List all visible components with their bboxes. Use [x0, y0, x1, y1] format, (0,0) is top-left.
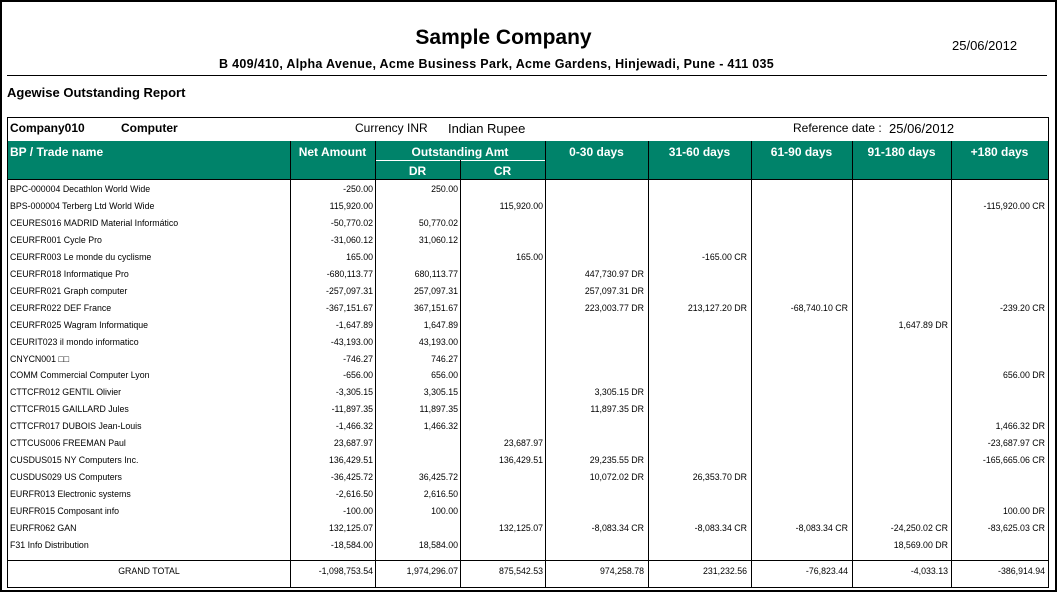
grand-total-label: GRAND TOTAL: [118, 566, 180, 576]
total-61-90: -76,823.44: [805, 566, 848, 576]
report-title: Agewise Outstanding Report: [7, 85, 186, 100]
bp-name-cell: CEURFR003 Le monde du cyclisme: [10, 251, 152, 262]
dr-cell: 257,097.31: [413, 285, 458, 296]
age-180-cell: 656.00 DR: [1002, 370, 1045, 381]
total-91-180: -4,033.13: [910, 566, 948, 576]
total-31-60: 231,232.56: [702, 566, 747, 576]
table-row: [8, 367, 1048, 384]
age-0-30-cell: 3,305.15 DR: [594, 387, 644, 398]
net-amount-cell: 115,920.00: [329, 200, 373, 211]
table-header: [8, 141, 1048, 179]
table-row: [8, 435, 1048, 452]
net-amount-cell: -746.27: [343, 353, 373, 364]
age-31-60-cell: 213,127.20 DR: [687, 302, 747, 313]
col-bp-header: BP / Trade name: [10, 145, 104, 159]
col-outstanding-header: Outstanding Amt: [411, 145, 509, 159]
dr-cell: 50,770.02: [418, 217, 458, 228]
table-row: [8, 266, 1048, 283]
bp-name-cell: EURFR015 Composant info: [10, 506, 120, 517]
bp-name-cell: BPC-000004 Decathlon World Wide: [10, 184, 151, 194]
net-amount-cell: -2,616.50: [335, 489, 373, 500]
net-amount-cell: -656.00: [343, 370, 373, 381]
net-amount-cell: 132,125.07: [328, 523, 373, 533]
dr-cell: 746.27: [431, 353, 458, 364]
col-91-180-header: 91-180 days: [867, 145, 936, 159]
table-row: [8, 215, 1048, 232]
bp-name-cell: CUSDUS029 US Computers: [10, 472, 122, 483]
age-180-cell: -165,665.06 CR: [982, 455, 1045, 466]
net-amount-cell: -1,466.32: [335, 421, 373, 432]
col-dr-header: DR: [408, 164, 427, 178]
bp-name-cell: BPS-000004 Terberg Ltd World Wide: [10, 200, 155, 211]
dr-cell: 680,113.77: [414, 268, 458, 279]
total-dr: 1,974,296.07: [406, 566, 458, 576]
table-row: [8, 469, 1048, 486]
bp-name-cell: CNYCN001 □□: [10, 353, 70, 364]
col-31-60-header: 31-60 days: [668, 145, 731, 159]
bp-name-cell: CEURES016 MADRID Material Informático: [10, 217, 179, 228]
cr-cell: 165.00: [516, 251, 543, 262]
age-0-30-cell: 447,730.97 DR: [584, 268, 644, 279]
bp-name-cell: EURFR013 Electronic systems: [10, 489, 131, 500]
net-amount-cell: 23,687.97: [333, 438, 373, 449]
table-row: [8, 520, 1048, 537]
age-180-cell: -239.20 CR: [1000, 302, 1045, 313]
table-row: [8, 351, 1048, 368]
bp-name-cell: CTTCFR015 GAILLARD Jules: [10, 404, 129, 415]
net-amount-cell: -680,113.77: [326, 268, 373, 279]
cr-cell: 115,920.00: [499, 200, 543, 211]
table-row: [8, 232, 1048, 249]
net-amount-cell: -43,193.00: [330, 336, 373, 347]
total-180: -386,914.94: [998, 566, 1045, 576]
age-0-30-cell: 10,072.02 DR: [589, 472, 644, 483]
cr-cell: 136,429.51: [498, 455, 543, 466]
net-amount-cell: -3,305.15: [335, 387, 373, 398]
table-row: [8, 401, 1048, 418]
total-net: -1,098,753.54: [318, 566, 373, 576]
dr-cell: 1,466.32: [423, 421, 458, 432]
table-row: [8, 334, 1048, 351]
age-0-30-cell: 29,235.55 DR: [589, 455, 644, 466]
age-180-cell: 100.00 DR: [1002, 506, 1045, 517]
net-amount-cell: -36,425.72: [330, 472, 373, 483]
net-amount-cell: -11,897.35: [331, 404, 373, 415]
age-0-30-cell: 257,097.31 DR: [584, 285, 644, 296]
total-0-30: 974,258.78: [599, 566, 644, 576]
currency-name: Indian Rupee: [448, 121, 526, 136]
company-name: Sample Company: [415, 26, 592, 49]
age-91-180-cell: -24,250.02 CR: [890, 523, 948, 533]
age-0-30-cell: 11,897.35 DR: [590, 404, 644, 415]
bp-name-cell: CEURIT023 il mondo informatico: [10, 336, 139, 347]
bp-name-cell: CEURFR021 Graph computer: [10, 285, 128, 296]
col-61-90-header: 61-90 days: [770, 145, 833, 159]
dr-cell: 2,616.50: [423, 489, 458, 500]
age-0-30-cell: 223,003.77 DR: [584, 302, 644, 313]
dr-cell: 36,425.72: [418, 472, 458, 483]
dr-cell: 18,584.00: [418, 539, 458, 550]
bp-name-cell: CTTCFR012 GENTIL Olivier: [10, 387, 122, 398]
dr-cell: 3,305.15: [423, 387, 458, 398]
dr-cell: 367,151.67: [413, 302, 458, 313]
bp-name-cell: CEURFR025 Wagram Informatique: [10, 319, 149, 330]
net-amount-cell: -100.00: [343, 506, 373, 517]
reference-date: 25/06/2012: [889, 121, 955, 136]
report-date: 25/06/2012: [952, 38, 1018, 53]
net-amount-cell: -257,097.31: [326, 285, 373, 296]
net-amount-cell: 165.00: [346, 251, 373, 262]
bp-name-cell: EURFR062 GAN: [10, 523, 77, 533]
table-row: [8, 384, 1048, 401]
bp-name-cell: CUSDUS015 NY Computers Inc.: [10, 455, 139, 466]
dr-cell: 100.00: [431, 506, 458, 517]
reference-label: Reference date :: [793, 121, 882, 135]
net-amount-cell: 136,429.51: [328, 455, 373, 466]
currency-label: Currency INR: [355, 121, 428, 135]
age-31-60-cell: 26,353.70 DR: [692, 472, 747, 483]
bp-name-cell: CTTCUS006 FREEMAN Paul: [10, 438, 126, 449]
table-row: [8, 503, 1048, 520]
bp-name-cell: CTTCFR017 DUBOIS Jean-Louis: [10, 421, 142, 432]
company-code: Company010: [10, 121, 85, 135]
grand-total-row: [8, 562, 1048, 579]
net-amount-cell: -367,151.67: [326, 302, 373, 313]
age-61-90-cell: -8,083.34 CR: [795, 523, 848, 533]
bp-name-cell: CEURFR022 DEF France: [10, 302, 112, 313]
age-61-90-cell: -68,740.10 CR: [790, 302, 848, 313]
age-0-30-cell: -8,083.34 CR: [591, 523, 644, 533]
net-amount-cell: -31,060.12: [330, 234, 373, 245]
bp-name-cell: COMM Commercial Computer Lyon: [10, 370, 150, 381]
header-bottom-line: [8, 179, 1048, 180]
table-row: [8, 283, 1048, 300]
age-91-180-cell: 1,647.89 DR: [898, 319, 948, 330]
dr-cell: 43,193.00: [418, 336, 458, 347]
table-row: [8, 317, 1048, 334]
total-divider: [8, 560, 1048, 561]
age-91-180-cell: 18,569.00 DR: [893, 539, 948, 550]
table-row: [8, 181, 1048, 198]
col-cr-header: CR: [493, 164, 512, 178]
net-amount-cell: -250.00: [343, 184, 373, 194]
dr-cell: 11,897.35: [419, 404, 458, 415]
dr-cell: 250.00: [431, 184, 458, 194]
table-row: [8, 537, 1048, 554]
col-0-30-header: 0-30 days: [569, 145, 624, 159]
table-row: [8, 198, 1048, 215]
age-180-cell: -115,920.00 CR: [983, 200, 1045, 211]
company-address: B 409/410, Alpha Avenue, Acme Business Park, Acme Gardens, Hinjewadi, Pune - 411 035: [218, 57, 775, 71]
company-desc: Computer: [121, 121, 178, 135]
net-amount-cell: -1,647.89: [335, 319, 373, 330]
bp-name-cell: F31 Info Distribution: [10, 539, 89, 550]
age-180-cell: -83,625.03 CR: [987, 523, 1045, 533]
col-net-header: Net Amount: [298, 145, 367, 159]
bp-name-cell: CEURFR018 Informatique Pro: [10, 268, 129, 279]
table-row: [8, 300, 1048, 317]
col-180-header: +180 days: [970, 145, 1029, 159]
bp-name-cell: CEURFR001 Cycle Pro: [10, 234, 102, 245]
net-amount-cell: -50,770.02: [330, 217, 373, 228]
age-31-60-cell: -165.00 CR: [702, 251, 747, 262]
dr-cell: 656.00: [431, 370, 458, 381]
age-180-cell: -23,687.97 CR: [987, 438, 1045, 449]
net-amount-cell: -18,584.00: [330, 539, 373, 550]
dr-cell: 1,647.89: [423, 319, 458, 330]
table-row: [8, 249, 1048, 266]
total-cr: 875,542.53: [498, 566, 543, 576]
table-row: [8, 418, 1048, 435]
cr-cell: 23,687.97: [503, 438, 543, 449]
cr-cell: 132,125.07: [498, 523, 543, 533]
age-180-cell: 1,466.32 DR: [995, 421, 1045, 432]
table-row: [8, 452, 1048, 469]
header-divider: [7, 75, 1047, 76]
age-31-60-cell: -8,083.34 CR: [694, 523, 747, 533]
table-row: [8, 486, 1048, 503]
dr-cell: 31,060.12: [418, 234, 458, 245]
